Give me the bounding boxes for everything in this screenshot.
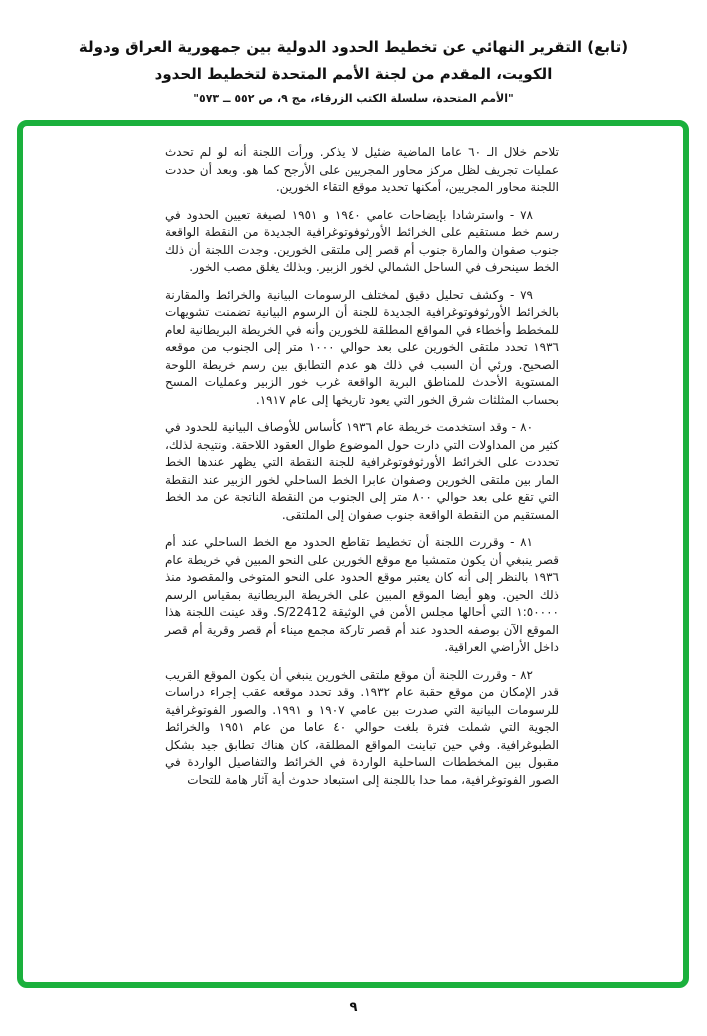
page-number: ٩ <box>349 1000 358 1015</box>
paragraph-78: ٧٨ - واسترشادا بإيضاحات عامي ١٩٤٠ و ١٩٥١ لصيغة تعيين الحدود في رسم خط مستقيم على الخرائط الأورثوفوتوغرافية الجديدة من النقطة الواقعة جنوب صفوان والمارة جنوب أم قصر إلى ملتقى الخورين. وجدت اللجنة أن ذلك الخط سينحرف في الساحل الشمالي لخور الزبير. وبذلك يغلق مصب الخور. <box>165 207 559 274</box>
document-title-line-1: (تابع) التقرير النهائي عن تخطيط الحدود الدولية بين جمهورية العراق ودولة <box>78 38 629 56</box>
paragraph-79: ٧٩ - وكشف تحليل دقيق لمختلف الرسومات البيانية والخرائط والمقارنة بالخرائط الأورثوفوتوغرافية الجديدة للجنة أن الرسوم البيانية تضمنت تشويهات للمخطط وأخطاء في المواقع المطلقة للخورين وأنه في الخريطة البريطانية لعام ١٩٣٦ تحدد ملتقى الخورين على بعد حوالي ١٠٠٠ متر إلى الجنوب من موقعه الصحيح. ورئي أن السبب في ذلك هو عدم التطابق بين رسم خريطة اللوحة المستوية الأحدث للمناطق البرية الواقعة غرب خور الزبير وعمليات المسح بحساب المثلثات شرق الخور التي يعود تاريخها إلى عام ١٩١٧. <box>165 287 559 407</box>
document-body <box>165 144 559 799</box>
document-title-line-2: الكويت، المقدم من لجنة الأمم المتحدة لتخطيط الحدود <box>154 65 553 83</box>
document-header <box>40 34 667 105</box>
paragraph-82: ٨٢ - وقررت اللجنة أن موقع ملتقى الخورين ينبغي أن يكون الموقع القريب قدر الإمكان من موقع حقبة عام ١٩٣٢. وقد تحدد موقعه عقب إجراء دراسات للرسومات البيانية التي صدرت بين عامي ١٩٠٧ و ١٩٩١. والصور الفوتوغرافية الجوية التي شملت فترة بلغت حوالي ٤٠ عاما من عام ١٩٥١ والخرائط الطبوغرافية. وفي حين تباينت المواقع المطلقة، كان هناك تطابق جيد بشكل مقبول بين المخططات الساحلية الواردة في الخرائط والتفاصيل الواردة في الصور الفوتوغرافية، مما حدا باللجنة إلى استبعاد حدوث أية آثار هامة للتحات <box>165 667 560 787</box>
paragraph-continuation: تلاحم خلال الـ ٦٠ عاما الماضية ضئيل لا يذكر. ورأت اللجنة أنه لو لم تحدث عمليات تجريف لظل مركز محاور المجريين على الأرجح كما هو. وبعد أن حددت اللجنة محاور المجريين، أمكنها تحديد موقع التقاء الخورين. <box>165 145 560 194</box>
document-source-citation: "الأمم المتحدة، سلسلة الكتب الزرقاء، مج ٩، ص ٥٥٢ ــ ٥٧٣" <box>193 92 514 105</box>
paragraph-80: ٨٠ - وقد استخدمت خريطة عام ١٩٣٦ كأساس للأوصاف البيانية للحدود في كثير من المداولات التي دارت حول الموضوع طوال العقود اللاحقة. ونتيجة لذلك، تحددت على الخرائط الأورثوفوتوغرافية للجنة النقطة التي يظهر عندها الخط المار بين ملتقى الخورين وصفوان عابرا الخط الساحلي لخور الزبير عند النقطة التي تقع على بعد حوالي ٨٠٠ متر إلى الجنوب من النقطة الناتجة عن مد الخط المستقيم من النقطة الواقعة جنوب صفوان إلى الملتقى. <box>165 420 559 522</box>
paragraph-81: ٨١ - وقررت اللجنة أن تخطيط تقاطع الحدود مع الخط الساحلي عند أم قصر ينبغي أن يكون متمشيا مع موقع الخورين على النحو المبين في خريطة عام ١٩٣٦ بالنظر إلى أنه كان يعتبر موقع الحدود على النحو المتوخى والمقصود منذ ذلك الحين. وهو أيضا الموقع المبين على الخريطة البريطانية بمقياس الرسم ١:٥٠٠٠٠ التي أحالها مجلس الأمن في الوثيقة S/22412. وقد عينت اللجنة هذا الموقع الآن بوصفه الحدود عند أم قصر تاركة مجمع ميناء أم قصر وقرية أم قصر داخل الأراضي العراقية. <box>165 535 559 654</box>
